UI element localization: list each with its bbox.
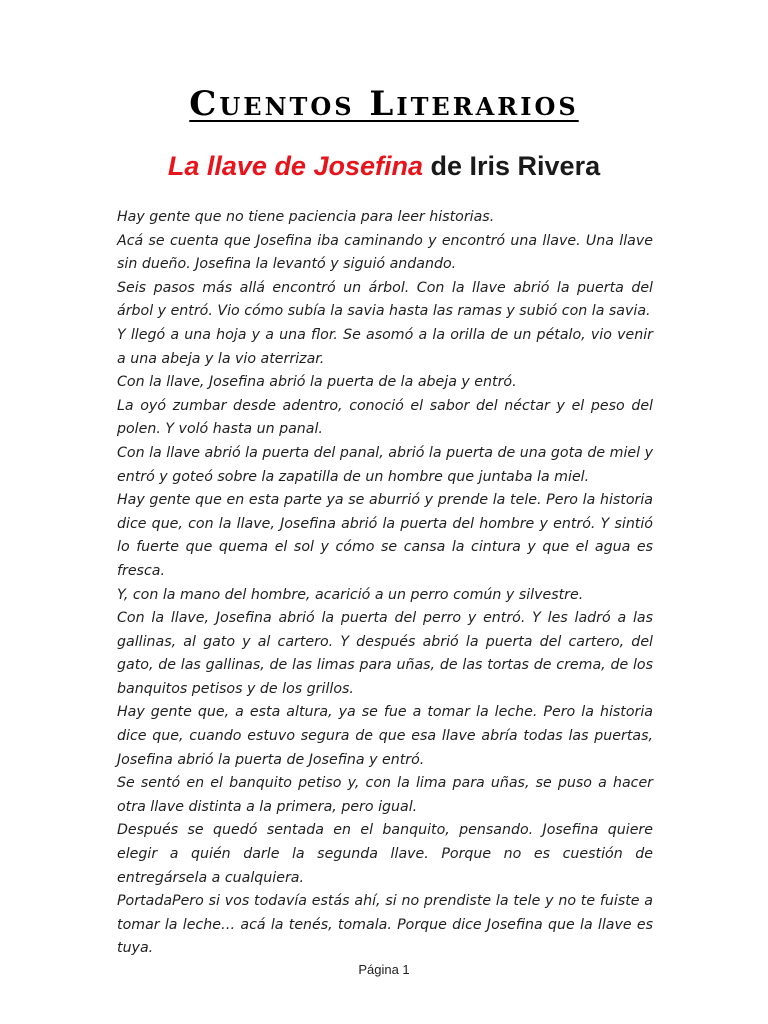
story-paragraph: Con la llave abrió la puerta del panal, abrió la puerta de una gota de miel y entró y goteó sobre la zapatilla de un hombre que juntaba la miel. [117,444,653,485]
story-paragraph: Y llegó a una hoja y a una flor. Se asomó a la orilla de un pétalo, vio venir a una abeja y la vio aterrizar. [117,326,653,367]
story-body [117,206,653,961]
story-title: La llave de Josefina [167,151,423,181]
subtitle-connector: de [423,151,470,181]
page-number: Página 1 [358,962,410,977]
story-paragraph: Se sentó en el banquito petiso y, con la lima para uñas, se puso a hacer otra llave distinta a la primera, pero igual. [117,775,653,815]
story-paragraph: Con la llave, Josefina abrió la puerta de la abeja y entró. [117,374,517,391]
story-paragraph: Y, con la mano del hombre, acarició a un perro común y silvestre. [117,586,584,603]
story-subtitle [0,149,768,183]
story-paragraph: Con la llave, Josefina abrió la puerta del perro y entró. Y les ladró a las gallinas, al gato y al cartero. Y después abrió la puerta del cartero, del gato, de las gallinas, de las limas para uñas, de las tortas de crema, de los banquitos petisos y de los grillos. [117,610,653,697]
story-paragraph: PortadaPero si vos todavía estás ahí, si no prendiste la tele y no te fuiste a tomar la leche… acá la tenés, tomala. Porque dice Josefina que la llave es tuya. [117,893,653,957]
story-paragraph: Hay gente que, a esta altura, ya se fue a tomar la leche. Pero la historia dice que, cuando estuvo segura de que esa llave abría todas las puertas, Josefina abrió la puerta de Josefina y entró. [117,704,653,768]
story-paragraph: La oyó zumbar desde adentro, conoció el sabor del néctar y el peso del polen. Y voló hasta un panal. [117,397,653,438]
story-paragraph: Hay gente que en esta parte ya se aburrió y prende la tele. Pero la historia dice que, con la llave, Josefina abrió la puerta del hombre y entró. Y sintió lo fuerte que quema el sol y cómo se cansa la cintura y que el agua es fresca. [117,492,653,579]
story-paragraph: Acá se cuenta que Josefina iba caminando y encontró una llave. Una llave sin dueño. Josefina la levantó y siguió andando. [117,232,653,273]
document-heading: Cuentos Literarios [189,84,579,124]
story-paragraph: Hay gente que no tiene paciencia para leer historias. [117,209,495,225]
story-author: Iris Rivera [469,151,601,181]
story-paragraph: Después se quedó sentada en el banquito, pensando. Josefina quiere elegir a quién darle la segunda llave. Porque no es cuestión de entregársela a cualquiera. [117,822,653,886]
story-paragraph: Seis pasos más allá encontró un árbol. Con la llave abrió la puerta del árbol y entró. Vio cómo subía la savia hasta las ramas y subió con la savia. [117,279,653,320]
